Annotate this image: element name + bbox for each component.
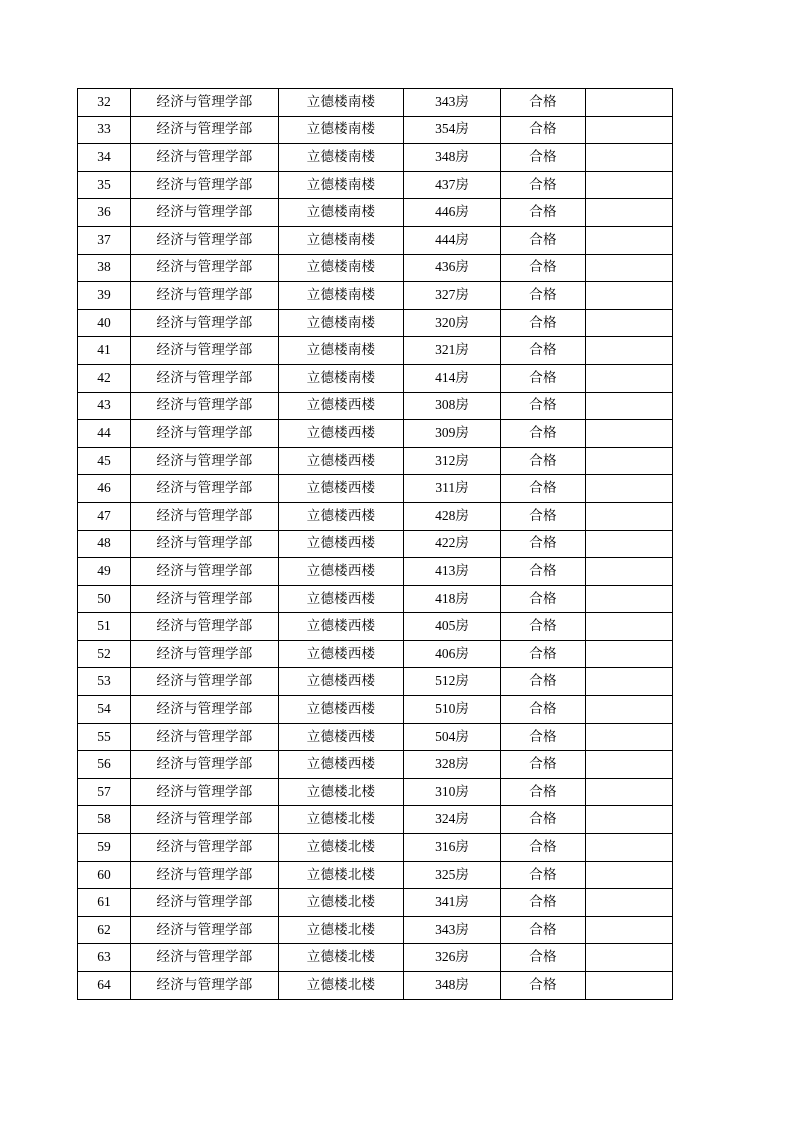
table-cell-index: 52 <box>78 640 131 668</box>
table-cell-room: 436房 <box>404 254 501 282</box>
table-cell-note <box>586 861 673 889</box>
table-cell-department: 经济与管理学部 <box>131 861 279 889</box>
table-cell-room: 422房 <box>404 530 501 558</box>
table-cell-index: 63 <box>78 944 131 972</box>
table-cell-room: 343房 <box>404 89 501 117</box>
table-cell-status: 合格 <box>501 530 586 558</box>
table-cell-status: 合格 <box>501 640 586 668</box>
table-cell-index: 37 <box>78 226 131 254</box>
table-cell-note <box>586 889 673 917</box>
table-cell-department: 经济与管理学部 <box>131 392 279 420</box>
table-cell-department: 经济与管理学部 <box>131 475 279 503</box>
table-cell-department: 经济与管理学部 <box>131 889 279 917</box>
table-cell-department: 经济与管理学部 <box>131 171 279 199</box>
table-cell-index: 43 <box>78 392 131 420</box>
table-cell-department: 经济与管理学部 <box>131 420 279 448</box>
table-cell-note <box>586 751 673 779</box>
table-cell-building: 立德楼西楼 <box>279 502 404 530</box>
table-cell-room: 405房 <box>404 613 501 641</box>
table-cell-department: 经济与管理学部 <box>131 116 279 144</box>
table-cell-room: 321房 <box>404 337 501 365</box>
table-row <box>78 254 673 282</box>
table-cell-department: 经济与管理学部 <box>131 254 279 282</box>
table-cell-note <box>586 806 673 834</box>
table-cell-building: 立德楼北楼 <box>279 972 404 1000</box>
table-cell-index: 54 <box>78 696 131 724</box>
table-cell-note <box>586 144 673 172</box>
table-cell-department: 经济与管理学部 <box>131 337 279 365</box>
table-cell-department: 经济与管理学部 <box>131 282 279 310</box>
table-cell-department: 经济与管理学部 <box>131 558 279 586</box>
table-cell-room: 418房 <box>404 585 501 613</box>
table-cell-building: 立德楼西楼 <box>279 723 404 751</box>
table-cell-note <box>586 668 673 696</box>
table-cell-note <box>586 972 673 1000</box>
table-row <box>78 972 673 1000</box>
table-cell-index: 55 <box>78 723 131 751</box>
table-row <box>78 475 673 503</box>
table-cell-index: 32 <box>78 89 131 117</box>
table-cell-status: 合格 <box>501 696 586 724</box>
table-row <box>78 199 673 227</box>
table-cell-department: 经济与管理学部 <box>131 972 279 1000</box>
table-row <box>78 613 673 641</box>
table-cell-status: 合格 <box>501 171 586 199</box>
table-cell-note <box>586 834 673 862</box>
table-cell-note <box>586 613 673 641</box>
table-cell-building: 立德楼南楼 <box>279 89 404 117</box>
table-cell-status: 合格 <box>501 613 586 641</box>
table-cell-building: 立德楼西楼 <box>279 392 404 420</box>
table-cell-department: 经济与管理学部 <box>131 199 279 227</box>
table-cell-note <box>586 89 673 117</box>
table-cell-department: 经济与管理学部 <box>131 640 279 668</box>
table-cell-room: 312房 <box>404 447 501 475</box>
table-cell-building: 立德楼西楼 <box>279 530 404 558</box>
table-cell-building: 立德楼西楼 <box>279 751 404 779</box>
table-row <box>78 116 673 144</box>
table-row <box>78 337 673 365</box>
table-body <box>78 89 673 1000</box>
table-cell-building: 立德楼西楼 <box>279 668 404 696</box>
table-row <box>78 392 673 420</box>
table-cell-building: 立德楼西楼 <box>279 585 404 613</box>
table-cell-building: 立德楼南楼 <box>279 226 404 254</box>
table-cell-room: 428房 <box>404 502 501 530</box>
table-cell-status: 合格 <box>501 723 586 751</box>
table-cell-index: 39 <box>78 282 131 310</box>
table-cell-note <box>586 337 673 365</box>
table-cell-status: 合格 <box>501 309 586 337</box>
table-cell-status: 合格 <box>501 226 586 254</box>
table-cell-department: 经济与管理学部 <box>131 447 279 475</box>
table-cell-index: 64 <box>78 972 131 1000</box>
table-cell-note <box>586 944 673 972</box>
table-cell-building: 立德楼西楼 <box>279 447 404 475</box>
table-cell-department: 经济与管理学部 <box>131 613 279 641</box>
table-cell-status: 合格 <box>501 116 586 144</box>
table-cell-building: 立德楼南楼 <box>279 282 404 310</box>
table-cell-index: 51 <box>78 613 131 641</box>
table-row <box>78 889 673 917</box>
table-cell-department: 经济与管理学部 <box>131 364 279 392</box>
table-cell-status: 合格 <box>501 475 586 503</box>
table-cell-status: 合格 <box>501 585 586 613</box>
table-cell-building: 立德楼北楼 <box>279 944 404 972</box>
table-cell-index: 61 <box>78 889 131 917</box>
table-row <box>78 751 673 779</box>
table-row <box>78 144 673 172</box>
table-cell-index: 53 <box>78 668 131 696</box>
table-cell-index: 62 <box>78 916 131 944</box>
table-cell-status: 合格 <box>501 668 586 696</box>
table-cell-status: 合格 <box>501 199 586 227</box>
table-cell-note <box>586 199 673 227</box>
table-cell-index: 45 <box>78 447 131 475</box>
table-cell-building: 立德楼西楼 <box>279 696 404 724</box>
table-cell-note <box>586 282 673 310</box>
table-cell-building: 立德楼南楼 <box>279 144 404 172</box>
table-cell-note <box>586 916 673 944</box>
table-cell-status: 合格 <box>501 89 586 117</box>
table-cell-room: 348房 <box>404 972 501 1000</box>
table-cell-room: 446房 <box>404 199 501 227</box>
table-cell-index: 60 <box>78 861 131 889</box>
table-cell-status: 合格 <box>501 806 586 834</box>
table-cell-department: 经济与管理学部 <box>131 806 279 834</box>
table-cell-index: 35 <box>78 171 131 199</box>
table-cell-note <box>586 420 673 448</box>
table-cell-status: 合格 <box>501 558 586 586</box>
table-cell-index: 50 <box>78 585 131 613</box>
table-cell-department: 经济与管理学部 <box>131 309 279 337</box>
table-cell-index: 49 <box>78 558 131 586</box>
table-cell-room: 343房 <box>404 916 501 944</box>
table-cell-index: 33 <box>78 116 131 144</box>
table-cell-building: 立德楼西楼 <box>279 640 404 668</box>
table-cell-room: 406房 <box>404 640 501 668</box>
table-cell-status: 合格 <box>501 916 586 944</box>
table-cell-room: 325房 <box>404 861 501 889</box>
table-cell-note <box>586 640 673 668</box>
table-cell-index: 42 <box>78 364 131 392</box>
table-cell-room: 328房 <box>404 751 501 779</box>
table-cell-room: 309房 <box>404 420 501 448</box>
table-cell-index: 47 <box>78 502 131 530</box>
table-cell-building: 立德楼北楼 <box>279 861 404 889</box>
table-cell-building: 立德楼南楼 <box>279 254 404 282</box>
table-cell-note <box>586 226 673 254</box>
table-cell-status: 合格 <box>501 254 586 282</box>
table-cell-index: 34 <box>78 144 131 172</box>
table-cell-department: 经济与管理学部 <box>131 916 279 944</box>
table-cell-department: 经济与管理学部 <box>131 696 279 724</box>
table-cell-building: 立德楼北楼 <box>279 806 404 834</box>
table-cell-status: 合格 <box>501 889 586 917</box>
table-cell-room: 308房 <box>404 392 501 420</box>
table-row <box>78 696 673 724</box>
table-row <box>78 282 673 310</box>
table-cell-department: 经济与管理学部 <box>131 834 279 862</box>
table-row <box>78 309 673 337</box>
table-cell-note <box>586 392 673 420</box>
table-cell-building: 立德楼南楼 <box>279 116 404 144</box>
table-row <box>78 834 673 862</box>
table-row <box>78 723 673 751</box>
table-cell-department: 经济与管理学部 <box>131 778 279 806</box>
table-cell-department: 经济与管理学部 <box>131 751 279 779</box>
table-row <box>78 778 673 806</box>
table-cell-room: 512房 <box>404 668 501 696</box>
table-cell-building: 立德楼南楼 <box>279 199 404 227</box>
table-cell-room: 311房 <box>404 475 501 503</box>
table-cell-index: 44 <box>78 420 131 448</box>
table-cell-department: 经济与管理学部 <box>131 226 279 254</box>
table-cell-status: 合格 <box>501 778 586 806</box>
table-cell-building: 立德楼北楼 <box>279 889 404 917</box>
table-cell-index: 41 <box>78 337 131 365</box>
table-cell-status: 合格 <box>501 972 586 1000</box>
room-inspection-table <box>77 88 673 1000</box>
table-cell-index: 48 <box>78 530 131 558</box>
table-cell-note <box>586 171 673 199</box>
table-cell-note <box>586 502 673 530</box>
table-cell-building: 立德楼西楼 <box>279 475 404 503</box>
table-row <box>78 861 673 889</box>
table-cell-status: 合格 <box>501 447 586 475</box>
table-cell-room: 320房 <box>404 309 501 337</box>
table-row <box>78 916 673 944</box>
table-cell-note <box>586 585 673 613</box>
table-cell-building: 立德楼西楼 <box>279 420 404 448</box>
table-row <box>78 585 673 613</box>
table-cell-status: 合格 <box>501 420 586 448</box>
table-cell-department: 经济与管理学部 <box>131 723 279 751</box>
table-cell-room: 413房 <box>404 558 501 586</box>
table-cell-room: 326房 <box>404 944 501 972</box>
table-cell-room: 310房 <box>404 778 501 806</box>
table-cell-index: 58 <box>78 806 131 834</box>
table-cell-status: 合格 <box>501 834 586 862</box>
table-cell-index: 56 <box>78 751 131 779</box>
table-cell-building: 立德楼北楼 <box>279 834 404 862</box>
table-cell-index: 46 <box>78 475 131 503</box>
table-cell-status: 合格 <box>501 861 586 889</box>
table-cell-building: 立德楼西楼 <box>279 558 404 586</box>
table-cell-index: 40 <box>78 309 131 337</box>
table-row <box>78 640 673 668</box>
table-cell-room: 504房 <box>404 723 501 751</box>
table-cell-room: 414房 <box>404 364 501 392</box>
table-cell-room: 341房 <box>404 889 501 917</box>
table-cell-building: 立德楼西楼 <box>279 613 404 641</box>
table-cell-status: 合格 <box>501 337 586 365</box>
table-cell-room: 444房 <box>404 226 501 254</box>
table-cell-room: 354房 <box>404 116 501 144</box>
table-cell-department: 经济与管理学部 <box>131 89 279 117</box>
table-cell-status: 合格 <box>501 751 586 779</box>
table-cell-note <box>586 254 673 282</box>
table-cell-index: 59 <box>78 834 131 862</box>
table-cell-note <box>586 116 673 144</box>
table-cell-status: 合格 <box>501 144 586 172</box>
table-row <box>78 668 673 696</box>
table-row <box>78 806 673 834</box>
table-cell-status: 合格 <box>501 364 586 392</box>
table-row <box>78 447 673 475</box>
table-cell-building: 立德楼南楼 <box>279 337 404 365</box>
table-cell-status: 合格 <box>501 944 586 972</box>
table-row <box>78 364 673 392</box>
table-cell-index: 36 <box>78 199 131 227</box>
table-row <box>78 502 673 530</box>
table-row <box>78 944 673 972</box>
table-cell-department: 经济与管理学部 <box>131 144 279 172</box>
table-cell-note <box>586 696 673 724</box>
table-cell-note <box>586 447 673 475</box>
table-cell-note <box>586 778 673 806</box>
table-row <box>78 530 673 558</box>
room-inspection-table-wrapper <box>77 88 672 1000</box>
table-cell-room: 510房 <box>404 696 501 724</box>
table-cell-room: 316房 <box>404 834 501 862</box>
table-cell-department: 经济与管理学部 <box>131 530 279 558</box>
table-row <box>78 558 673 586</box>
table-cell-building: 立德楼南楼 <box>279 309 404 337</box>
table-cell-department: 经济与管理学部 <box>131 668 279 696</box>
table-cell-room: 324房 <box>404 806 501 834</box>
table-cell-department: 经济与管理学部 <box>131 502 279 530</box>
table-cell-room: 437房 <box>404 171 501 199</box>
table-cell-note <box>586 723 673 751</box>
table-cell-note <box>586 364 673 392</box>
table-cell-note <box>586 309 673 337</box>
table-cell-department: 经济与管理学部 <box>131 585 279 613</box>
table-cell-status: 合格 <box>501 502 586 530</box>
table-cell-building: 立德楼南楼 <box>279 364 404 392</box>
table-cell-room: 327房 <box>404 282 501 310</box>
table-cell-department: 经济与管理学部 <box>131 944 279 972</box>
table-row <box>78 171 673 199</box>
table-cell-index: 38 <box>78 254 131 282</box>
table-cell-index: 57 <box>78 778 131 806</box>
table-cell-status: 合格 <box>501 282 586 310</box>
table-cell-note <box>586 475 673 503</box>
table-cell-note <box>586 530 673 558</box>
table-row <box>78 89 673 117</box>
table-row <box>78 420 673 448</box>
table-cell-building: 立德楼北楼 <box>279 778 404 806</box>
table-cell-room: 348房 <box>404 144 501 172</box>
table-cell-note <box>586 558 673 586</box>
table-cell-building: 立德楼北楼 <box>279 916 404 944</box>
table-row <box>78 226 673 254</box>
table-cell-status: 合格 <box>501 392 586 420</box>
table-cell-building: 立德楼南楼 <box>279 171 404 199</box>
